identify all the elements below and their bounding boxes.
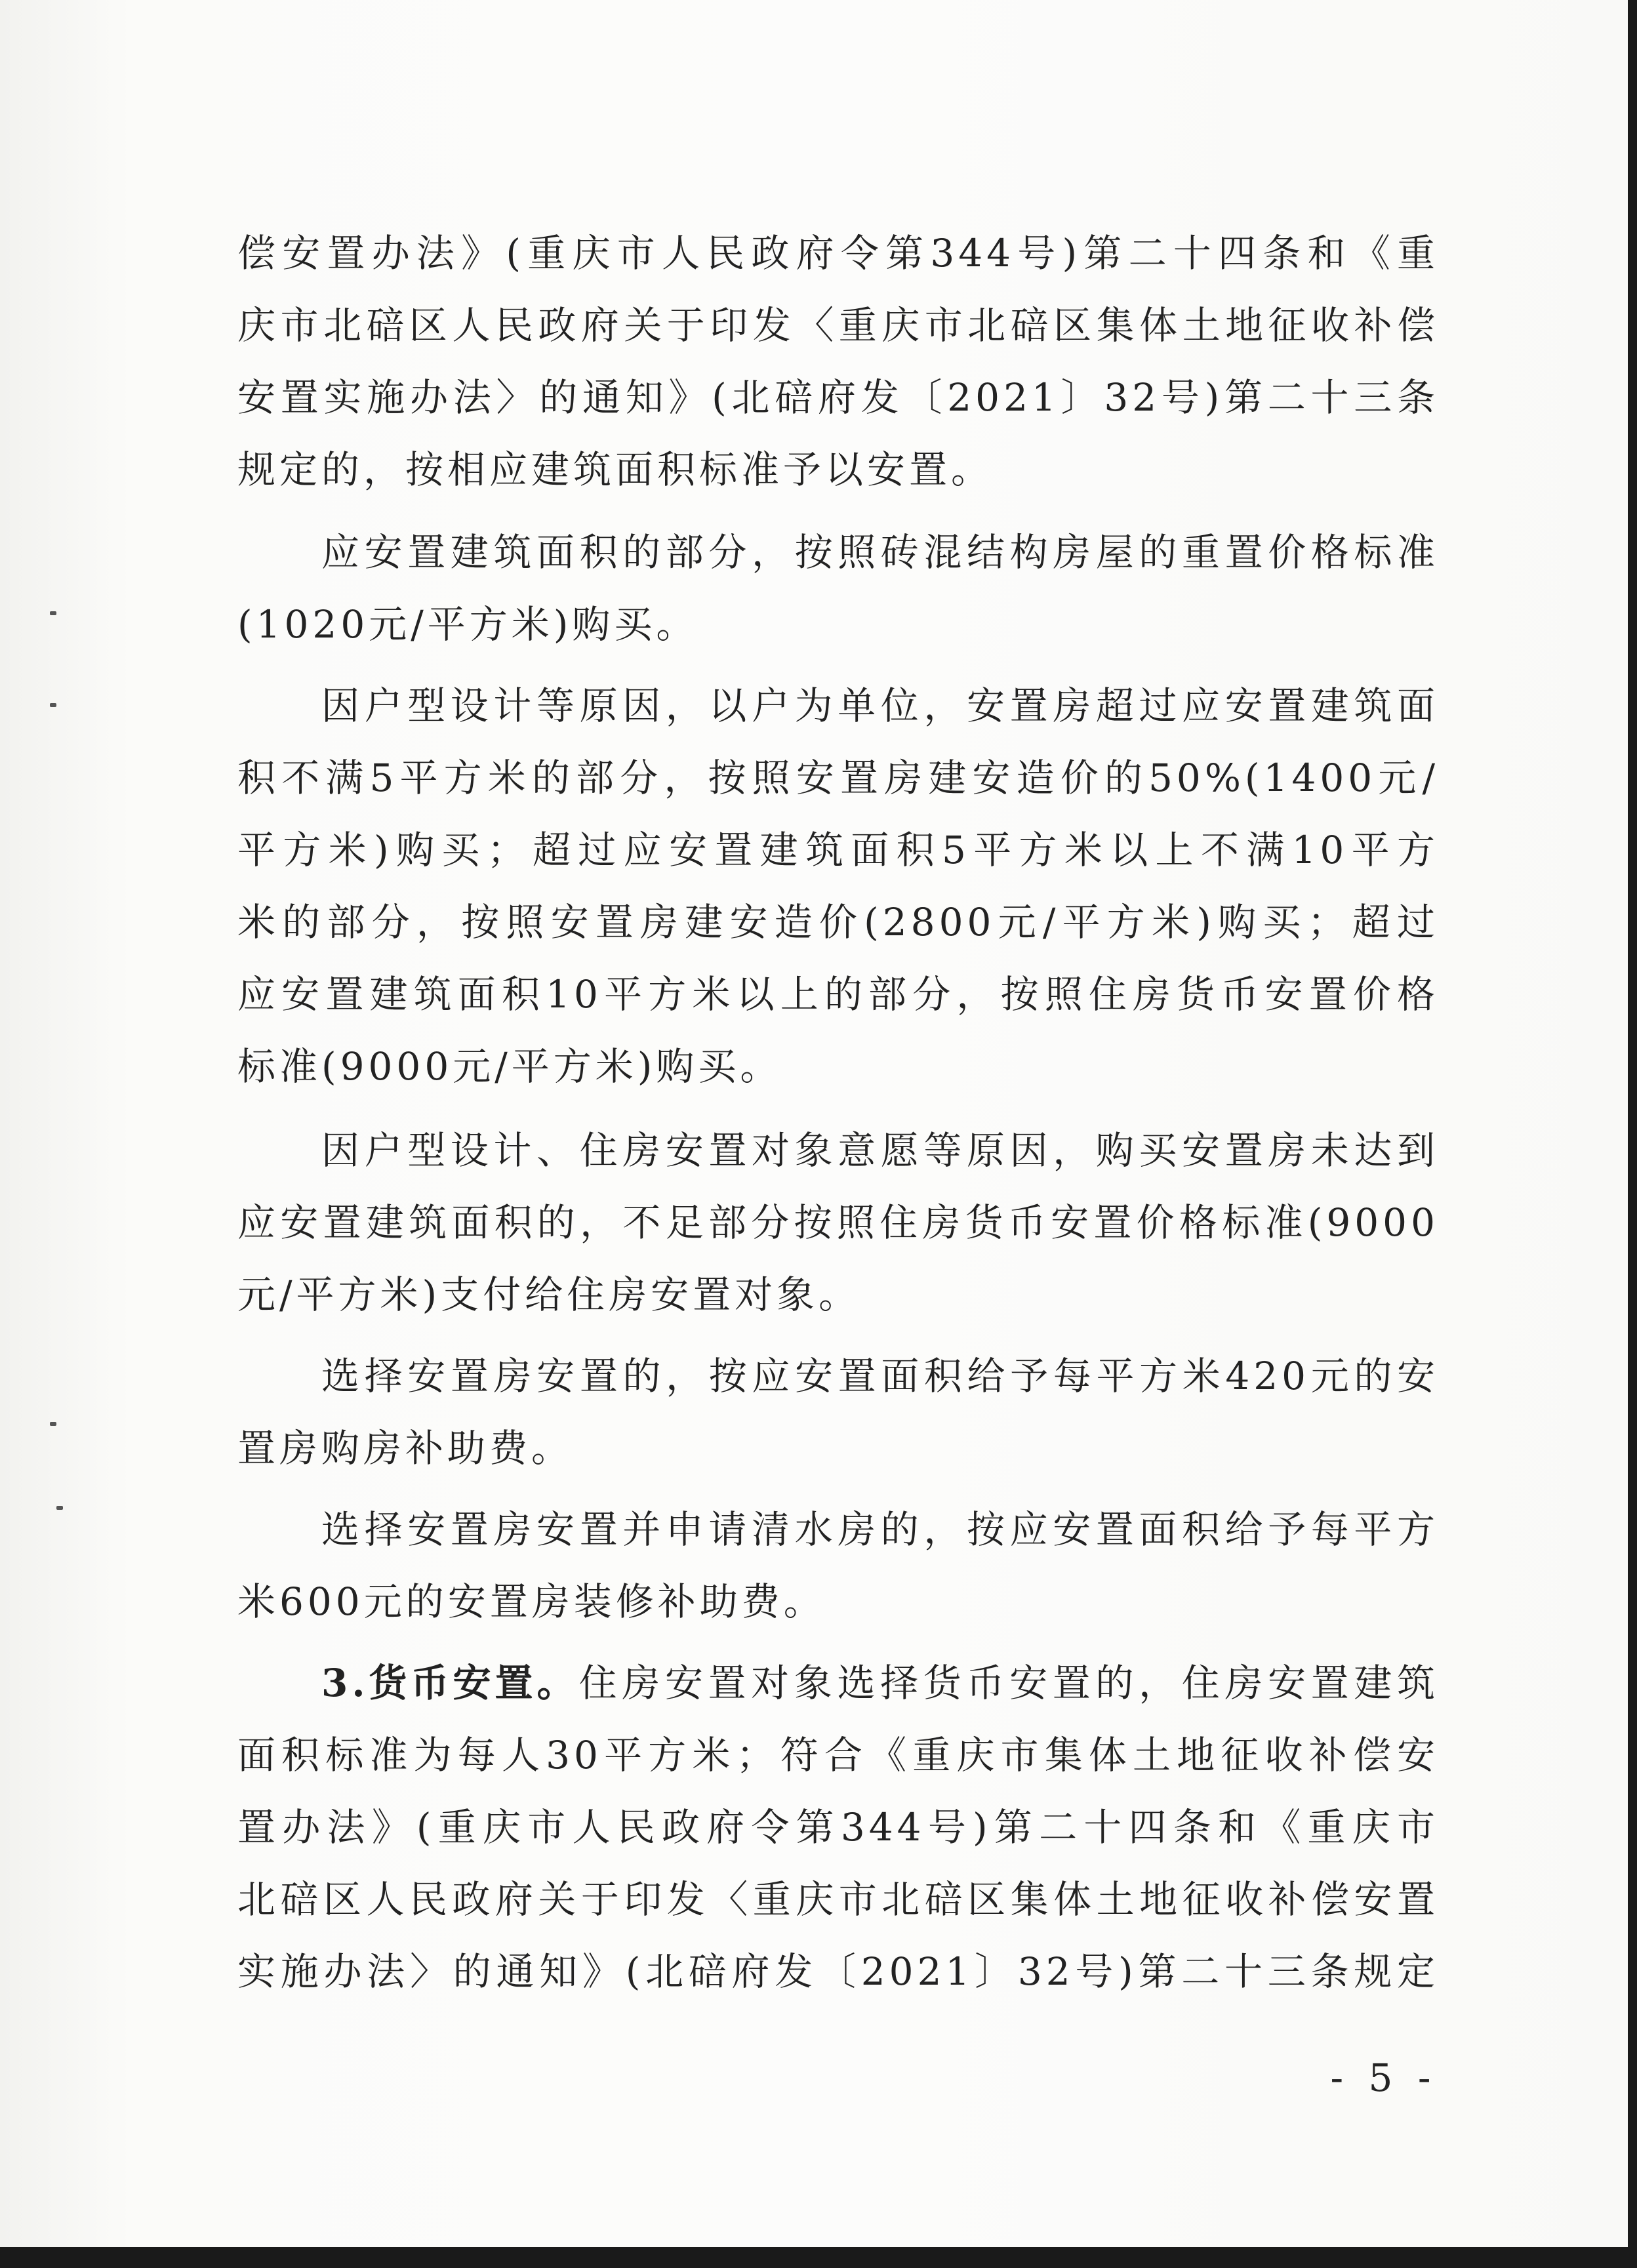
text-line: 选择安置房安置并申请清水房的，按应安置面积给予每平方 (321, 1507, 1439, 1552)
text-line: 安置实施办法〉的通知》(北碚府发〔2021〕32号)第二十三条 (237, 375, 1439, 420)
text-line: 北碚区人民政府关于印发〈重庆市北碚区集体土地征收补偿安置 (237, 1877, 1439, 1922)
section-heading-text: 住房安置对象选择货币安置的，住房安置建筑 (578, 1661, 1439, 1705)
text-line: 标准(9000元/平方米)购买。 (237, 1044, 782, 1089)
text-line (321, 1646, 1439, 1720)
scan-border-right (1628, 0, 1637, 2268)
text-line: 规定的，按相应建筑面积标准予以安置。 (237, 447, 994, 492)
text-line: 米600元的安置房装修补助费。 (237, 1579, 826, 1624)
text-line: 米的部分，按照安置房建安造价(2800元/平方米)购买；超过 (237, 900, 1439, 944)
text-line: 置房购房补助费。 (237, 1426, 574, 1470)
text-line: 选择安置房安置的，按应安置面积给予每平方米420元的安 (321, 1354, 1439, 1398)
text-line: 平方米)购买；超过应安置建筑面积5平方米以上不满10平方 (237, 828, 1439, 872)
scan-speck (56, 1506, 63, 1510)
scan-border-bottom (0, 2247, 1637, 2268)
scan-speck (50, 611, 56, 615)
text-line: 面积标准为每人30平方米；符合《重庆市集体土地征收补偿安 (237, 1733, 1439, 1777)
text-line: 元/平方米)支付给住房安置对象。 (237, 1272, 861, 1317)
scan-speck (50, 703, 56, 707)
text-line: 因户型设计、住房安置对象意愿等原因，购买安置房未达到 (321, 1128, 1439, 1173)
text-line: 庆市北碚区人民政府关于印发〈重庆市北碚区集体土地征收补偿 (237, 303, 1439, 348)
section-heading: 3.货币安置。 (321, 1661, 579, 1705)
text-line: 置办法》(重庆市人民政府令第344号)第二十四条和《重庆市 (237, 1805, 1439, 1850)
page-number: - 5 - (1330, 2055, 1438, 2100)
text-line: 实施办法〉的通知》(北碚府发〔2021〕32号)第二十三条规定 (237, 1949, 1439, 1994)
text-line: 积不满5平方米的部分，按照安置房建安造价的50%(1400元/ (237, 756, 1439, 800)
text-line: (1020元/平方米)购买。 (237, 602, 698, 647)
text-line: 偿安置办法》(重庆市人民政府令第344号)第二十四条和《重 (237, 231, 1439, 275)
scan-speck (50, 1422, 56, 1426)
text-line: 应安置建筑面积10平方米以上的部分，按照住房货币安置价格 (237, 972, 1439, 1017)
text-line: 应安置建筑面积的，不足部分按照住房货币安置价格标准(9000 (237, 1200, 1439, 1245)
text-line: 因户型设计等原因，以户为单位，安置房超过应安置建筑面 (321, 683, 1439, 728)
text-line: 应安置建筑面积的部分，按照砖混结构房屋的重置价格标准 (321, 530, 1439, 575)
